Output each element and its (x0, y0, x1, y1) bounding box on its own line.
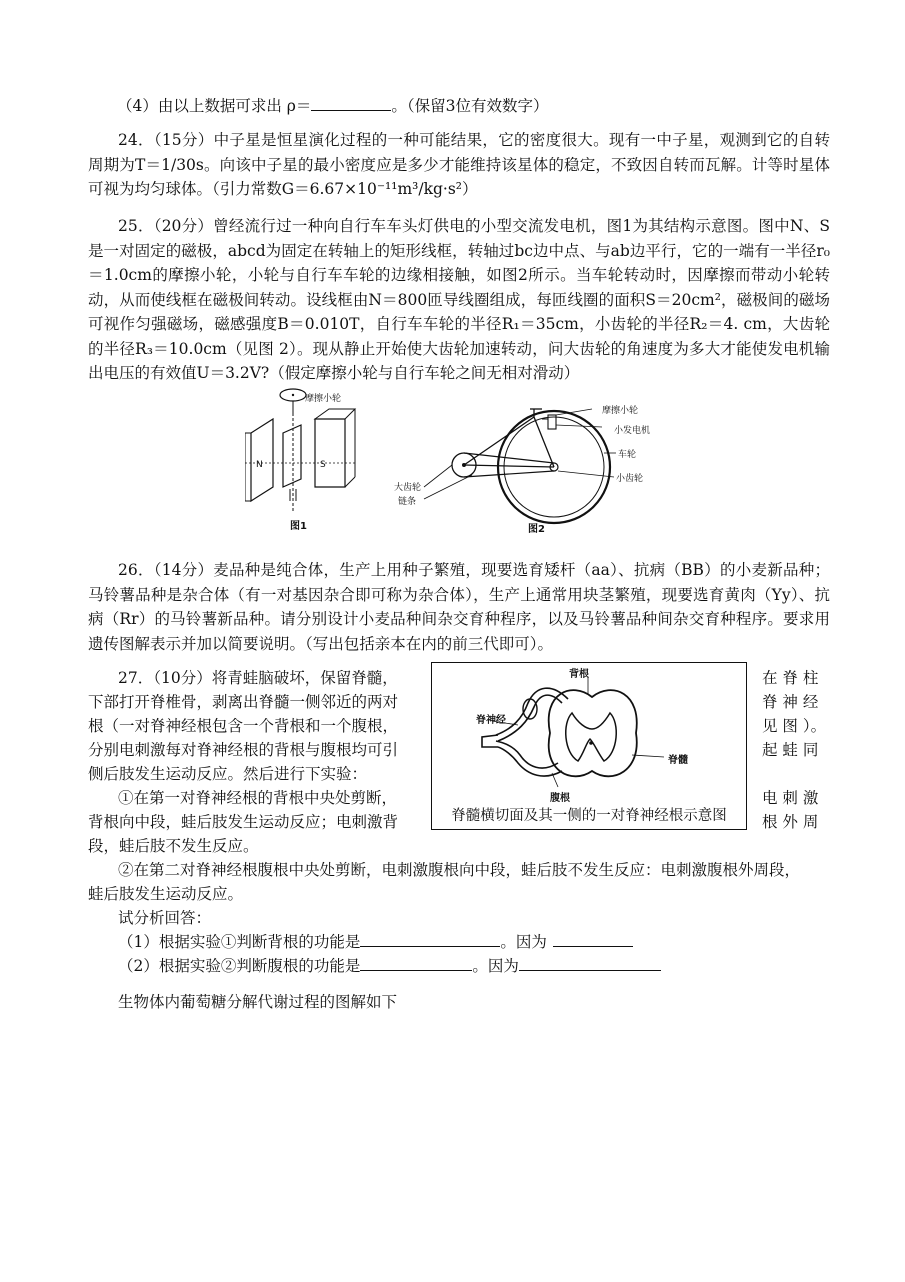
q27-line-3: 根（一对脊神经根包含一个背根和一个腹根， (88, 717, 399, 735)
question-25: 25．（20分）曾经流行过一种向自行车车头灯供电的小型交流发电机，图1为其结构示意图。图中N、S是一对固定的磁极，abcd为固定在转轴上的矩形线框，转轴过bc边中点、与ab边平行，它的一端有一半径r₀＝1.0cm的摩擦小轮，小轮与自行车车轮的边缘相接触，如图2所示。当车轮转动时，因摩擦而带动小轮转动，从而使线框在磁极间转动。设线框由N＝800匝导线圈组成，每匝线圈的面积S＝20cm²，磁极间的磁场可视作匀强磁场，磁感强度B＝0.010T，自行车车轮的半径R₁＝35cm，小齿轮的半径R₂＝4. cm，大齿轮的半径R₃＝10.0cm（见图 2）。现从静止开始使大齿轮加速转动，问大齿轮的角速度为多大才能使发电机输出电压的有效值U＝3.2V?（假定摩擦小轮与自行车轮之间无相对滑动） (88, 217, 830, 382)
spinal-cord-drawing (432, 663, 746, 803)
label-spinal-cord: 脊髓 (668, 755, 688, 766)
q27-q2-mid: 。因为 (472, 957, 519, 975)
spinal-cord-figure (431, 662, 747, 830)
fig1-label-friction-wheel: 摩擦小轮 (305, 394, 342, 404)
spinal-cord-caption: 脊髓横切面及其一侧的一对脊神经根示意图 (451, 808, 727, 824)
fig1-label-n: N (256, 460, 263, 470)
q27-q2-prefix: （2）根据实验②判断腹根的功能是 (118, 957, 361, 975)
fig2-caption: 图2 (528, 524, 545, 535)
fig2-label-chain: 链条 (398, 497, 417, 507)
q27-sub-question-1 (118, 930, 633, 954)
fig2-label-small-gear: 小齿轮 (616, 474, 644, 484)
q27-exp1-line-2: 背根向中段，蛙后肢发生运动反应；电刺激背 (88, 813, 399, 831)
label-dorsal-root: 背根 (569, 669, 589, 680)
fig2-label-friction-wheel: 摩擦小轮 (602, 406, 639, 416)
label-spinal-nerve: 脊神经 (476, 715, 506, 726)
q27-analysis-intro: 试分析回答： (118, 909, 212, 927)
q23-part4-prefix: （4）由以上数据可求出 ρ＝ (117, 97, 312, 115)
q23-part4-suffix: 。（保留3位有效数字） (391, 97, 549, 115)
fig1-caption: 图1 (290, 521, 307, 532)
figure-2-bicycle-diagram (392, 395, 632, 525)
q27-right-2: 脊 神 经 (762, 693, 819, 711)
q27-line-4: 分别电刺激每对脊神经根的背根与腹根均可引 (88, 741, 399, 759)
q27-sub-question-2 (118, 954, 661, 978)
answer-blank[interactable] (311, 94, 391, 111)
tail-text: 生物体内葡萄糖分解代谢过程的图解如下 (118, 993, 398, 1011)
q27-line-5: 侧后肢发生运动反应。然后进行下实验： (88, 765, 368, 783)
q27-q1-prefix: （1）根据实验①判断背根的功能是 (118, 933, 361, 951)
question-26: 26．（14分）麦品种是纯合体，生产上用种子繁殖，现要选育矮杆（aa）、抗病（BB）的小麦新品种；马铃薯品种是杂合体（有一对基因杂合即可称为杂合体），生产上通常用块茎繁殖，现要选育黄肉（Yy）、抗病（Rr）的马铃薯新品种。请分别设计小麦品种间杂交育种程序，以及马铃薯品种间杂交育种程序。要求用遗传图解表示并加以简要说明。（写出包括亲本在内的前三代即可）。 (88, 561, 830, 653)
q27-q1-mid: 。因为 (500, 933, 547, 951)
figure-1-generator-diagram (245, 383, 385, 533)
answer-blank[interactable] (360, 954, 472, 971)
q27-exp1-line-1: ①在第一对脊神经根的背根中央处剪断， (118, 789, 398, 807)
label-ventral-root: 腹根 (550, 793, 570, 804)
question-24: 24．（15分）中子星是恒星演化过程的一种可能结果，它的密度很大。现有一中子星，观测到它的自转周期为T＝1/30s。向该中子星的最小密度应是多少才能维持该星体的稳定，不致因自转而瓦解。计等时星体可视为均匀球体。（引力常数G＝6.67×10⁻¹¹m³/kg·s²） (88, 131, 830, 198)
q27-line-1: 27．（10分）将青蛙脑破坏，保留脊髓， (118, 669, 398, 687)
q27-exp1-right-2: 根 外 周 (762, 813, 819, 831)
fig2-label-big-gear: 大齿轮 (394, 483, 422, 493)
q27-right-1: 在 脊 柱 (762, 669, 819, 687)
q23-part4 (117, 94, 549, 118)
answer-blank[interactable] (553, 930, 633, 947)
q27-right-3: 见 图 ）。 (762, 717, 827, 735)
fig1-label-s: S (320, 460, 326, 470)
q27-right-4: 起 蛙 同 (762, 741, 819, 759)
q27-exp2-line-1: ②在第二对脊神经根腹根中央处剪断，电刺激腹根向中段，蛙后肢不发生反应：电刺激腹根外周段， (118, 861, 801, 879)
q27-exp1-right-1: 电 刺 激 (762, 789, 819, 807)
answer-blank[interactable] (519, 954, 661, 971)
q27-line-2: 下部打开脊椎骨，剥离出脊髓一侧邻近的两对 (88, 693, 399, 711)
fig2-label-wheel: 车轮 (618, 450, 637, 460)
q27-exp2-line-2: 蛙后肢发生运动反应。 (88, 885, 244, 903)
answer-blank[interactable] (360, 930, 500, 947)
q27-exp1-line-3: 段，蛙后肢不发生反应。 (88, 837, 259, 855)
fig2-label-generator: 小发电机 (614, 426, 651, 436)
